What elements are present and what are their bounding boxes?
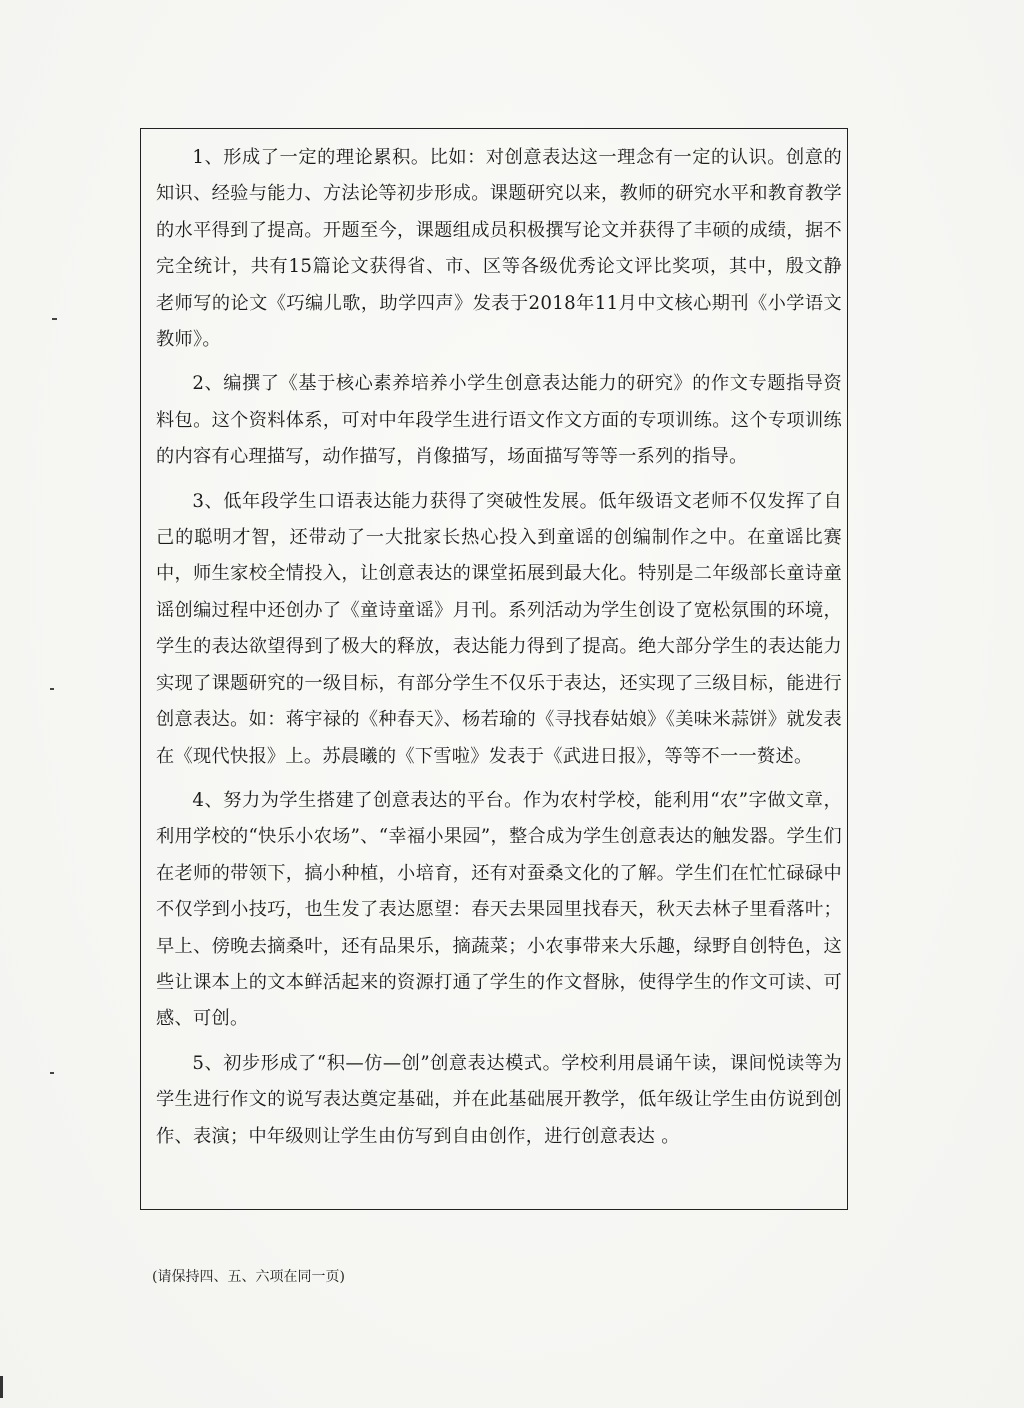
- paragraph-2: 2、编撰了《基于核心素养培养小学生创意表达能力的研究》的作文专题指导资料包。这个资料体系，可对中年段学生进行语文作文方面的专项训练。这个专项训练的内容有心理描写，动作描写，肖像描写，场面描写等等一系列的指导。: [156, 373, 842, 468]
- paragraph-4: 4、努力为学生搭建了创意表达的平台。作为农村学校，能利用“农”字做文章，利用学校的“快乐小农场”、“幸福小果园”，整合成为学生创意表达的触发器。学生们在老师的带领下，搞小种植，小培育，还有对蚕桑文化的了解。学生们在忙忙碌碌中不仅学到小技巧，也生发了表达愿望：春天去果园里找春天，秋天去林子里看落叶；早上、傍晚去摘桑叶，还有品果乐，摘蔬菜；小农事带来大乐趣，绿野自创特色，这些让课本上的文本鲜活起来的资源打通了学生的作文督脉，使得学生的作文可读、可感、可创。: [156, 789, 842, 1030]
- scan-speck: [50, 688, 54, 690]
- paragraph-1: 1、形成了一定的理论累积。比如：对创意表达这一理念有一定的认识。创意的知识、经验与能力、方法论等初步形成。课题研究以来，教师的研究水平和教育教学的水平得到了提高。开题至今，课题组成员积极撰写论文并获得了丰硕的成绩，据不完全统计，共有15篇论文获得省、市、区等各级优秀论文评比奖项，其中，殷文静老师写的论文《巧编儿歌，助学四声》发表于2018年11月中文核心期刊《小学语文教师》。: [156, 147, 842, 351]
- paragraph-3: 3、低年段学生口语表达能力获得了突破性发展。低年级语文老师不仅发挥了自己的聪明才智，还带动了一大批家长热心投入到童谣的创编制作之中。在童谣比赛中，师生家校全情投入，让创意表达的课堂拓展到最大化。特别是二年级部长童诗童谣创编过程中还创办了《童诗童谣》月刊。系列活动为学生创设了宽松氛围的环境，学生的表达欲望得到了极大的释放，表达能力得到了提高。绝大部分学生的表达能力实现了课题研究的一级目标，有部分学生不仅乐于表达，还实现了三级目标，能进行创意表达。如：蒋宇禄的《种春天》、杨若瑜的《寻找春姑娘》《美味米蒜饼》就发表在《现代快报》上。苏晨曦的《下雪啦》发表于《武进日报》，等等不一一赘述。: [156, 490, 842, 767]
- footer-note: (请保持四、五、六项在同一页): [152, 1269, 345, 1285]
- paragraph-5: 5、初步形成了“积—仿—创”创意表达模式。学校利用晨诵午读，课间悦读等为学生进行作文的说写表达奠定基础，并在此基础展开教学，低年级让学生由仿说到创作、表演；中年级则让学生由仿写到自由创作，进行创意表达 。: [156, 1052, 842, 1147]
- content-block: [156, 140, 842, 1163]
- scan-speck: [52, 318, 57, 320]
- scan-speck: [50, 1072, 54, 1074]
- scan-edge-mark: [0, 1376, 3, 1398]
